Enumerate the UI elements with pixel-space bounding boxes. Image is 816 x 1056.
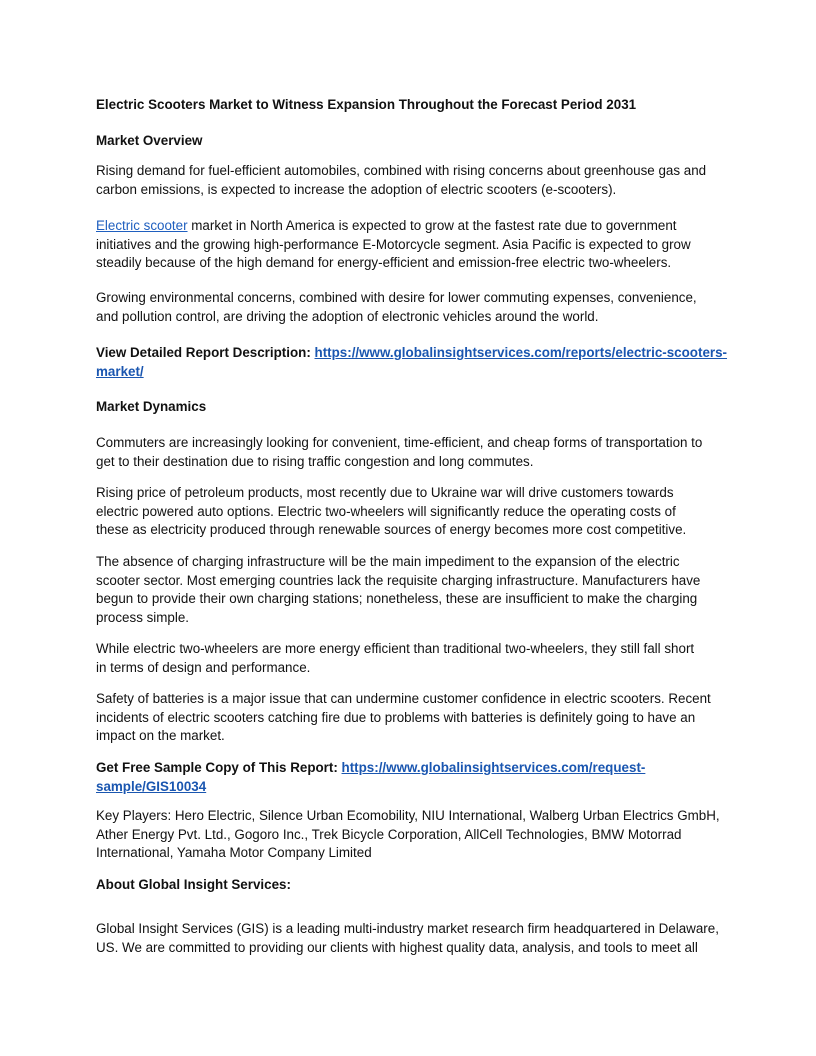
paragraph: Commuters are increasingly looking for convenient, time-efficient, and cheap forms of transportation to get to their destination due to rising traffic congestion and long commutes. [96,435,703,469]
paragraph: Safety of batteries is a major issue that can undermine customer confidence in electric scooters. Recent incidents of electric scooters catching fire due to problems with batteries is definitely going to have an impact on the market. [96,691,711,744]
sample-copy-line: Get Free Sample Copy of This Report: https://www.globalinsightservices.com/request- sample/GIS10034 [96,760,646,794]
section-heading-overview: Market Overview [96,133,203,148]
section-heading-about: About Global Insight Services: [96,877,291,892]
paragraph: While electric two-wheelers are more energy efficient than traditional two-wheelers, they still fall short in terms of design and performance. [96,641,695,675]
paragraph: Electric scooter market in North America is expected to grow at the fastest rate due to government initiatives and the growing high-performance E-Motorcycle segment. Asia Pacific is expected to grow steadily because of the high demand for energy-efficient and emission-free electric two-wheelers. [96,218,691,271]
sample-url-link-cont[interactable]: sample/GIS10034 [96,778,207,794]
key-players-paragraph: Key Players: Hero Electric, Silence Urban Ecomobility, NIU International, Walberg Urban Electrics GmbH, Ather Energy Pvt. Ltd., Gogoro Inc., Trek Bicycle Corporation, AllCell Technologies, BMW Motorrad International, Yamaha Motor Company Limited [96,808,720,861]
electric-scooter-link[interactable]: Electric scooter [96,218,188,233]
report-url-link[interactable]: https://www.globalinsightservices.com/reports/electric-scooters- [314,345,728,360]
sample-url-link[interactable]: https://www.globalinsightservices.com/request- [341,760,646,775]
section-heading-dynamics: Market Dynamics [96,399,207,414]
paragraph: Rising demand for fuel-efficient automobiles, combined with rising concerns about greenhouse gas and carbon emissions, is expected to increase the adoption of electric scooters (e-scooters). [96,163,707,197]
paragraph: Growing environmental concerns, combined with desire for lower commuting expenses, convenience, and pollution control, are driving the adoption of electronic vehicles around the world. [96,290,697,324]
report-description-line: View Detailed Report Description: https://www.globalinsightservices.com/reports/electric-scooters- market/ [96,345,728,379]
paragraph: Rising price of petroleum products, most recently due to Ukraine war will drive customers towards electric powered auto options. Electric two-wheelers will significantly reduce the operating costs of these as electricity produced through renewable sources of energy becomes more cost competitive. [96,485,687,538]
paragraph: The absence of charging infrastructure will be the main impediment to the expansion of the electric scooter sector. Most emerging countries lack the requisite charging infrastructure. Manufacturers have begun to provide their own charging stations; nonetheless, these are insufficient to make the charging process simple. [96,554,701,626]
document-title: Electric Scooters Market to Witness Expansion Throughout the Forecast Period 2031 [96,97,637,112]
report-url-link-cont[interactable]: market/ [96,363,144,379]
paragraph: Global Insight Services (GIS) is a leading multi-industry market research firm headquartered in Delaware, US. We are committed to providing our clients with highest quality data, analysis, and tools to meet all [96,921,719,955]
